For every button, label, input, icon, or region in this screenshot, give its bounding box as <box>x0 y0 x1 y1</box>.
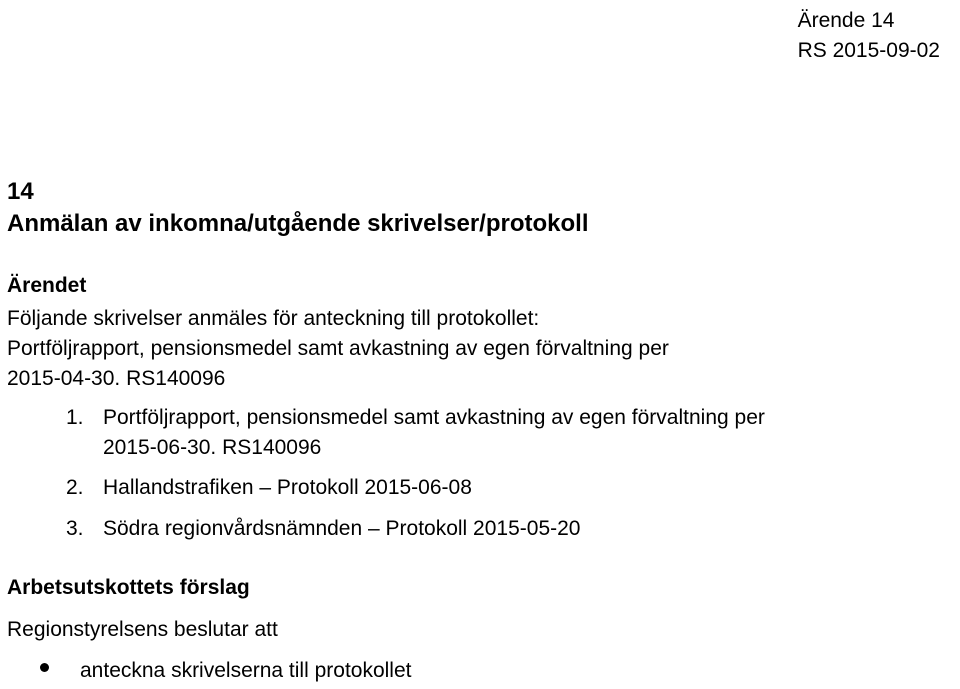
list-item-number: 2. <box>66 476 84 499</box>
forslag-text: Regionstyrelsens beslutar att <box>7 618 278 641</box>
meeting-date-label: RS 2015-09-02 <box>797 39 940 62</box>
list-item-number: 1. <box>66 406 84 429</box>
arende-label: Ärende 14 <box>797 9 895 32</box>
list-item-text-continued: 2015-06-30. RS140096 <box>103 436 322 459</box>
list-item-text: Hallandstrafiken – Protokoll 2015-06-08 <box>103 476 472 499</box>
bullet-item-text: anteckna skrivelserna till protokollet <box>80 659 412 682</box>
bullet-icon <box>40 663 49 672</box>
arendet-heading: Ärendet <box>7 274 87 297</box>
forslag-heading: Arbetsutskottets förslag <box>7 576 250 599</box>
list-item-number: 3. <box>66 517 84 540</box>
list-item-text: Södra regionvårdsnämnden – Protokoll 2015-05-20 <box>103 517 581 540</box>
list-item-text: Portföljrapport, pensionsmedel samt avkastning av egen förvaltning per <box>103 406 765 429</box>
document-header <box>798 6 940 66</box>
section-title: Anmälan av inkomna/utgående skrivelser/protokoll <box>7 210 589 237</box>
arendet-intro-line-1: Följande skrivelser anmäles för anteckning till protokollet: <box>7 307 540 330</box>
section-number: 14 <box>7 178 34 205</box>
arendet-intro-line-3: 2015-04-30. RS140096 <box>7 367 226 390</box>
arendet-intro-line-2: Portföljrapport, pensionsmedel samt avkastning av egen förvaltning per <box>7 337 669 360</box>
